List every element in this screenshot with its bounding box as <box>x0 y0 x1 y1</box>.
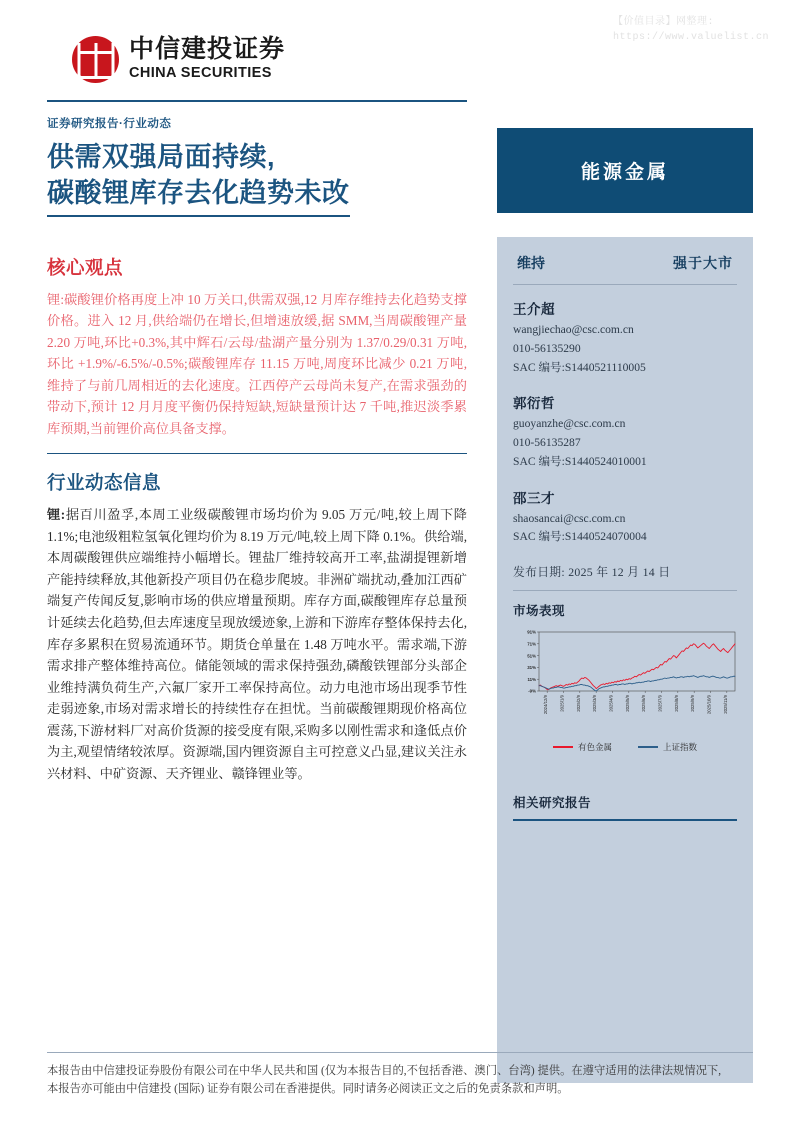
logo-text-block <box>129 36 285 82</box>
title-line-1: 供需双强局面持续, <box>47 142 276 172</box>
logo-crossbar <box>80 51 111 54</box>
svg-text:-9%: -9% <box>528 688 536 694</box>
related-reports-block <box>513 793 737 821</box>
status-badge: 强于大市 <box>673 255 733 271</box>
rating-action-label: 维持 <box>517 255 545 271</box>
company-logo <box>47 30 467 88</box>
core-view-heading: 核心观点 <box>47 256 124 278</box>
rating-divider <box>513 284 737 285</box>
title-line-2: 碳酸锂库存去化趋势未改 <box>47 176 350 217</box>
svg-text:91%: 91% <box>527 629 536 635</box>
right-column <box>497 128 753 1083</box>
svg-text:2025/6/9: 2025/6/9 <box>641 695 647 712</box>
sector-banner-label: 能源金属 <box>580 162 669 183</box>
analyst-phone: 010-56135290 <box>513 341 581 355</box>
legend-item-nonferrous <box>553 741 612 753</box>
watermark-line-1: 【价值目录】网整理: <box>612 17 714 28</box>
analyst-email[interactable]: shaosancai@csc.com.cn <box>513 511 626 525</box>
svg-text:2025/5/9: 2025/5/9 <box>624 695 630 712</box>
chart-legend <box>513 741 737 753</box>
analyst-sac: SAC 编号:S1440524010001 <box>513 454 647 468</box>
svg-text:31%: 31% <box>527 665 536 671</box>
legend-swatch-sse <box>638 746 658 748</box>
svg-text:2025/4/9: 2025/4/9 <box>608 695 614 712</box>
analyst-email[interactable]: guoyanzhe@csc.com.cn <box>513 417 626 431</box>
analyst-phone: 010-56135287 <box>513 436 581 450</box>
svg-text:2025/8/9: 2025/8/9 <box>673 695 679 712</box>
section-divider <box>47 453 467 454</box>
report-kicker: 证券研究报告·行业动态 <box>47 118 172 130</box>
analyst-card <box>513 487 737 548</box>
analyst-name: 王介超 <box>513 302 555 317</box>
industry-news-text: 据百川盈孚,本周工业级碳酸锂市场均价为 9.05 万元/吨,较上周下降 1.1%;电池级粗粒氢氧化锂均价为 8.19 万元/吨,较上周下降 0.1%。供给端,本周碳酸锂供应端维持小幅增长。锂盐厂维持较高开工率,盐湖提锂新增产能持续释放,其他新投产项目仍在稳步爬坡。非洲矿端扰动,叠加江西矿端复产传闻反复,影响市场的供应增量预期。库存方面,碳酸锂库存总量预计延续去化趋势,但去库速度呈现放缓迹象,上游和下游库存整体保持去化,库存多累积在贸易流通环节。期货仓单量在 1.48 万吨水平。需求端,下游需求排产整体维持高位。储能领域的需求保持强劲,磷酸铁锂部分头部企业维持满负荷生产,六氟厂家开工率保持高位。动力电池市场出现季节性走弱迹象,市场对需求增长的持续性存在担忧。当前碳酸锂期现价格高位震荡,下游材料厂对高价货源的接受度有限,采购多以刚性需求和逢低点价为主,观望情绪较浓厚。资源端,国内锂资源自主可控意义凸显,建议关注永兴材料、中矿资源、天齐锂业、赣锋锂业等。 <box>47 507 467 781</box>
legend-swatch-nonferrous <box>553 746 573 748</box>
svg-text:2024/12/9: 2024/12/9 <box>543 695 549 715</box>
watermark-line-2: https://www.valuelist.cn <box>612 31 769 43</box>
analyst-name: 郭衍哲 <box>513 396 555 412</box>
market-performance-heading: 市场表现 <box>513 604 566 619</box>
related-reports-heading: 相关研究报告 <box>513 796 592 811</box>
svg-text:2025/11/9: 2025/11/9 <box>722 695 728 715</box>
left-column <box>47 30 467 784</box>
rating-row <box>513 251 737 273</box>
csc-logo-icon <box>72 36 119 83</box>
page-title <box>47 140 467 217</box>
analyst-card <box>513 392 737 471</box>
svg-text:51%: 51% <box>527 653 536 659</box>
header-divider <box>47 100 467 102</box>
publication-date: 发布日期: 2025 年 12 月 14 日 <box>513 565 671 580</box>
analyst-sac: SAC 编号:S1440524070004 <box>513 530 647 544</box>
market-performance-chart <box>513 629 737 753</box>
analyst-sac: SAC 编号:S1440521110005 <box>513 360 646 374</box>
svg-text:2025/2/9: 2025/2/9 <box>575 695 581 712</box>
brand-name-en: CHINA SECURITIES <box>129 64 272 81</box>
industry-news-heading: 行业动态信息 <box>47 472 162 494</box>
performance-line-chart <box>513 629 737 737</box>
market-performance-divider <box>513 590 737 591</box>
svg-text:2025/10/9: 2025/10/9 <box>706 695 712 715</box>
legend-item-sse <box>638 741 697 753</box>
info-panel <box>497 237 753 1083</box>
svg-text:2025/7/9: 2025/7/9 <box>657 695 663 712</box>
legend-label-nonferrous: 有色金属 <box>577 742 612 753</box>
footer-divider <box>47 1052 753 1053</box>
watermark <box>613 16 769 45</box>
footer-disclaimer-line-2: 本报告亦可能由中信建投 (国际) 证券有限公司在香港提供。同时请务必阅读正文之后的免责条款和声明。 <box>47 1082 569 1095</box>
footer <box>47 1052 753 1098</box>
svg-text:2025/1/9: 2025/1/9 <box>559 695 565 712</box>
related-reports-divider <box>513 819 737 821</box>
industry-news-body <box>47 504 467 784</box>
svg-text:11%: 11% <box>527 677 536 683</box>
svg-text:71%: 71% <box>527 641 536 647</box>
svg-text:2025/3/9: 2025/3/9 <box>592 695 598 712</box>
core-view-body: 锂:碳酸锂价格再度上冲 10 万关口,供需双强,12 月库存维持去化趋势支撑价格。进入 12 月,供给端仍在增长,但增速放缓,据 SMM,当周碳酸锂产量 2.20 万吨,环比+0.3%,其中辉石/云母/盐湖产量分别为 1.37/0.29/0.31 万吨,环比 +1.9%/-6.5%/-0.5%;碳酸锂库存 11.15 万吨,周度环比减少 0.21 万吨,维持了与前几周相近的去化速度。江西停产云母尚未复产,在需求强劲的带动下,预计 12 月月度平衡仍保持短缺,短缺量预计达 7 千吨,推迟淡季累库预期,当前锂价高位具备支撑。 <box>47 291 467 436</box>
analyst-email[interactable]: wangjiechao@csc.com.cn <box>513 323 634 336</box>
analyst-name: 邵三才 <box>513 490 555 506</box>
brand-name-cn: 中信建投证券 <box>129 35 286 64</box>
footer-disclaimer-line-1: 本报告由中信建投证券股份有限公司在中华人民共和国 (仅为本报告目的,不包括香港、澳门、台湾) 提供。在遵守适用的法律法规情况下, <box>47 1064 722 1077</box>
legend-label-sse: 上证指数 <box>663 742 698 753</box>
sector-banner <box>497 128 753 213</box>
svg-text:2025/9/9: 2025/9/9 <box>690 695 696 712</box>
analyst-card <box>513 298 737 377</box>
industry-news-lead: 锂: <box>47 507 66 523</box>
